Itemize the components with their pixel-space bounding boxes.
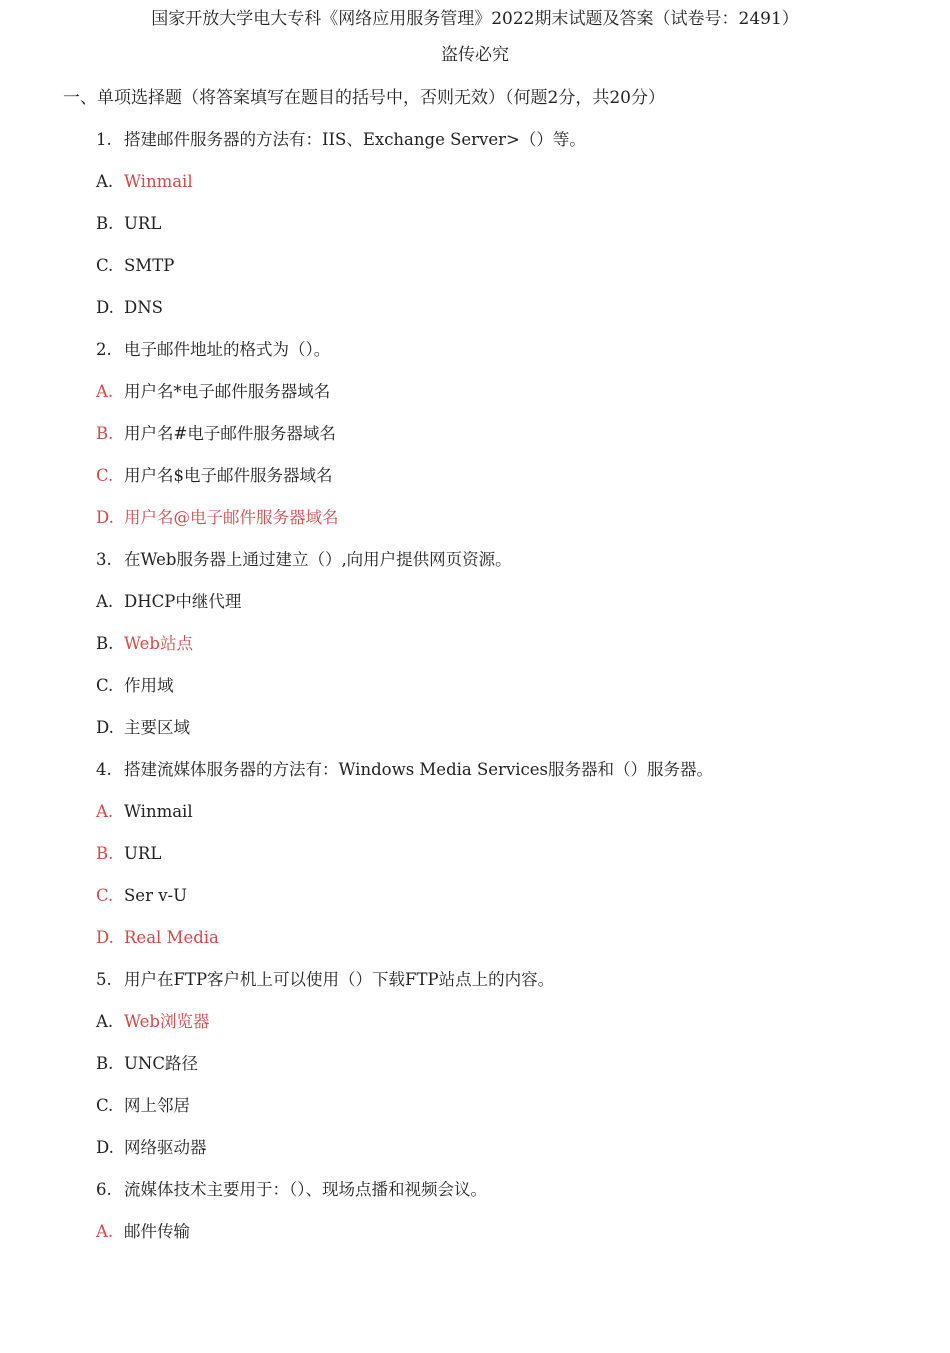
option-text: Winmail xyxy=(124,802,193,821)
option-row xyxy=(96,1094,916,1136)
option-letter: D. xyxy=(96,508,114,527)
question-row xyxy=(96,758,916,800)
question-number: 6. xyxy=(96,1180,112,1199)
option-row xyxy=(96,590,916,632)
option-text: 用户名$电子邮件服务器域名 xyxy=(124,466,333,485)
option-row xyxy=(96,926,916,968)
option-letter: C. xyxy=(96,886,114,905)
option-row xyxy=(96,884,916,926)
option-row xyxy=(96,212,916,254)
option-letter: D. xyxy=(96,718,114,737)
option-text: Web站点 xyxy=(124,634,193,653)
option-row xyxy=(96,1136,916,1178)
question-number: 3. xyxy=(96,550,112,569)
option-letter: C. xyxy=(96,256,114,275)
option-text: 网络驱动器 xyxy=(124,1138,207,1157)
option-row xyxy=(96,170,916,212)
option-letter: B. xyxy=(96,844,114,863)
option-letter: C. xyxy=(96,1096,114,1115)
option-letter: D. xyxy=(96,928,114,947)
option-row xyxy=(96,716,916,758)
question-text: 流媒体技术主要用于：（）、现场点播和视频会议。 xyxy=(124,1180,487,1199)
option-text: Ser v-U xyxy=(124,886,188,905)
option-letter: C. xyxy=(96,466,114,485)
document-subtitle: 盗传必究 xyxy=(441,45,509,65)
option-text: 作用域 xyxy=(124,676,174,695)
question-row xyxy=(96,1178,916,1220)
option-text: 邮件传输 xyxy=(124,1222,190,1241)
option-letter: B. xyxy=(96,214,114,233)
option-text: DHCP中继代理 xyxy=(124,592,242,611)
option-row xyxy=(96,464,916,506)
question-text: 用户在FTP客户机上可以使用（）下载FTP站点上的内容。 xyxy=(124,970,555,989)
option-row xyxy=(96,1220,916,1262)
option-text: 用户名@电子邮件服务器域名 xyxy=(124,508,339,527)
option-row xyxy=(96,1010,916,1052)
option-text: 网上邻居 xyxy=(124,1096,190,1115)
option-text: URL xyxy=(124,214,162,233)
option-row xyxy=(96,800,916,842)
option-letter: D. xyxy=(96,298,114,317)
option-text: Web浏览器 xyxy=(124,1012,210,1031)
option-row xyxy=(96,674,916,716)
option-text: Real Media xyxy=(124,928,219,947)
option-letter: A. xyxy=(96,382,114,401)
question-row xyxy=(96,128,916,170)
option-letter: A. xyxy=(96,1012,114,1031)
question-text: 在Web服务器上通过建立（）,向用户提供网页资源。 xyxy=(124,550,512,569)
option-letter: C. xyxy=(96,676,114,695)
option-text: SMTP xyxy=(124,256,175,275)
option-letter: B. xyxy=(96,1054,114,1073)
question-number: 4. xyxy=(96,760,112,779)
question-text: 搭建流媒体服务器的方法有：Windows Media Services服务器和（）服务器。 xyxy=(124,760,714,779)
option-text: URL xyxy=(124,844,162,863)
option-row xyxy=(96,422,916,464)
option-row xyxy=(96,506,916,548)
question-row xyxy=(96,968,916,1010)
option-row xyxy=(96,632,916,674)
question-number: 2. xyxy=(96,340,112,359)
question-number: 1. xyxy=(96,130,112,149)
option-text: 用户名#电子邮件服务器域名 xyxy=(124,424,336,443)
option-text: Winmail xyxy=(124,172,193,191)
option-row xyxy=(96,296,916,338)
option-letter: B. xyxy=(96,424,114,443)
option-letter: A. xyxy=(96,592,114,611)
question-row xyxy=(96,548,916,590)
question-row xyxy=(96,338,916,380)
option-text: UNC路径 xyxy=(124,1054,198,1073)
option-row xyxy=(96,380,916,422)
section-heading: 一、单项选择题（将答案填写在题目的括号中，否则无效）（何题2分，共20分） xyxy=(63,88,665,108)
question-text: 电子邮件地址的格式为（）。 xyxy=(124,340,331,359)
question-list xyxy=(96,128,916,1262)
question-text: 搭建邮件服务器的方法有：IIS、Exchange Server>（）等。 xyxy=(124,130,586,149)
option-row xyxy=(96,254,916,296)
option-row xyxy=(96,1052,916,1094)
option-text: 主要区域 xyxy=(124,718,190,737)
option-letter: A. xyxy=(96,1222,114,1241)
option-letter: D. xyxy=(96,1138,114,1157)
option-text: 用户名*电子邮件服务器域名 xyxy=(124,382,331,401)
option-row xyxy=(96,842,916,884)
option-letter: A. xyxy=(96,172,114,191)
question-number: 5. xyxy=(96,970,112,989)
document-title: 国家开放大学电大专科《网络应用服务管理》2022期末试题及答案（试卷号：2491） xyxy=(151,9,799,29)
option-text: DNS xyxy=(124,298,163,317)
option-letter: A. xyxy=(96,802,114,821)
option-letter: B. xyxy=(96,634,114,653)
